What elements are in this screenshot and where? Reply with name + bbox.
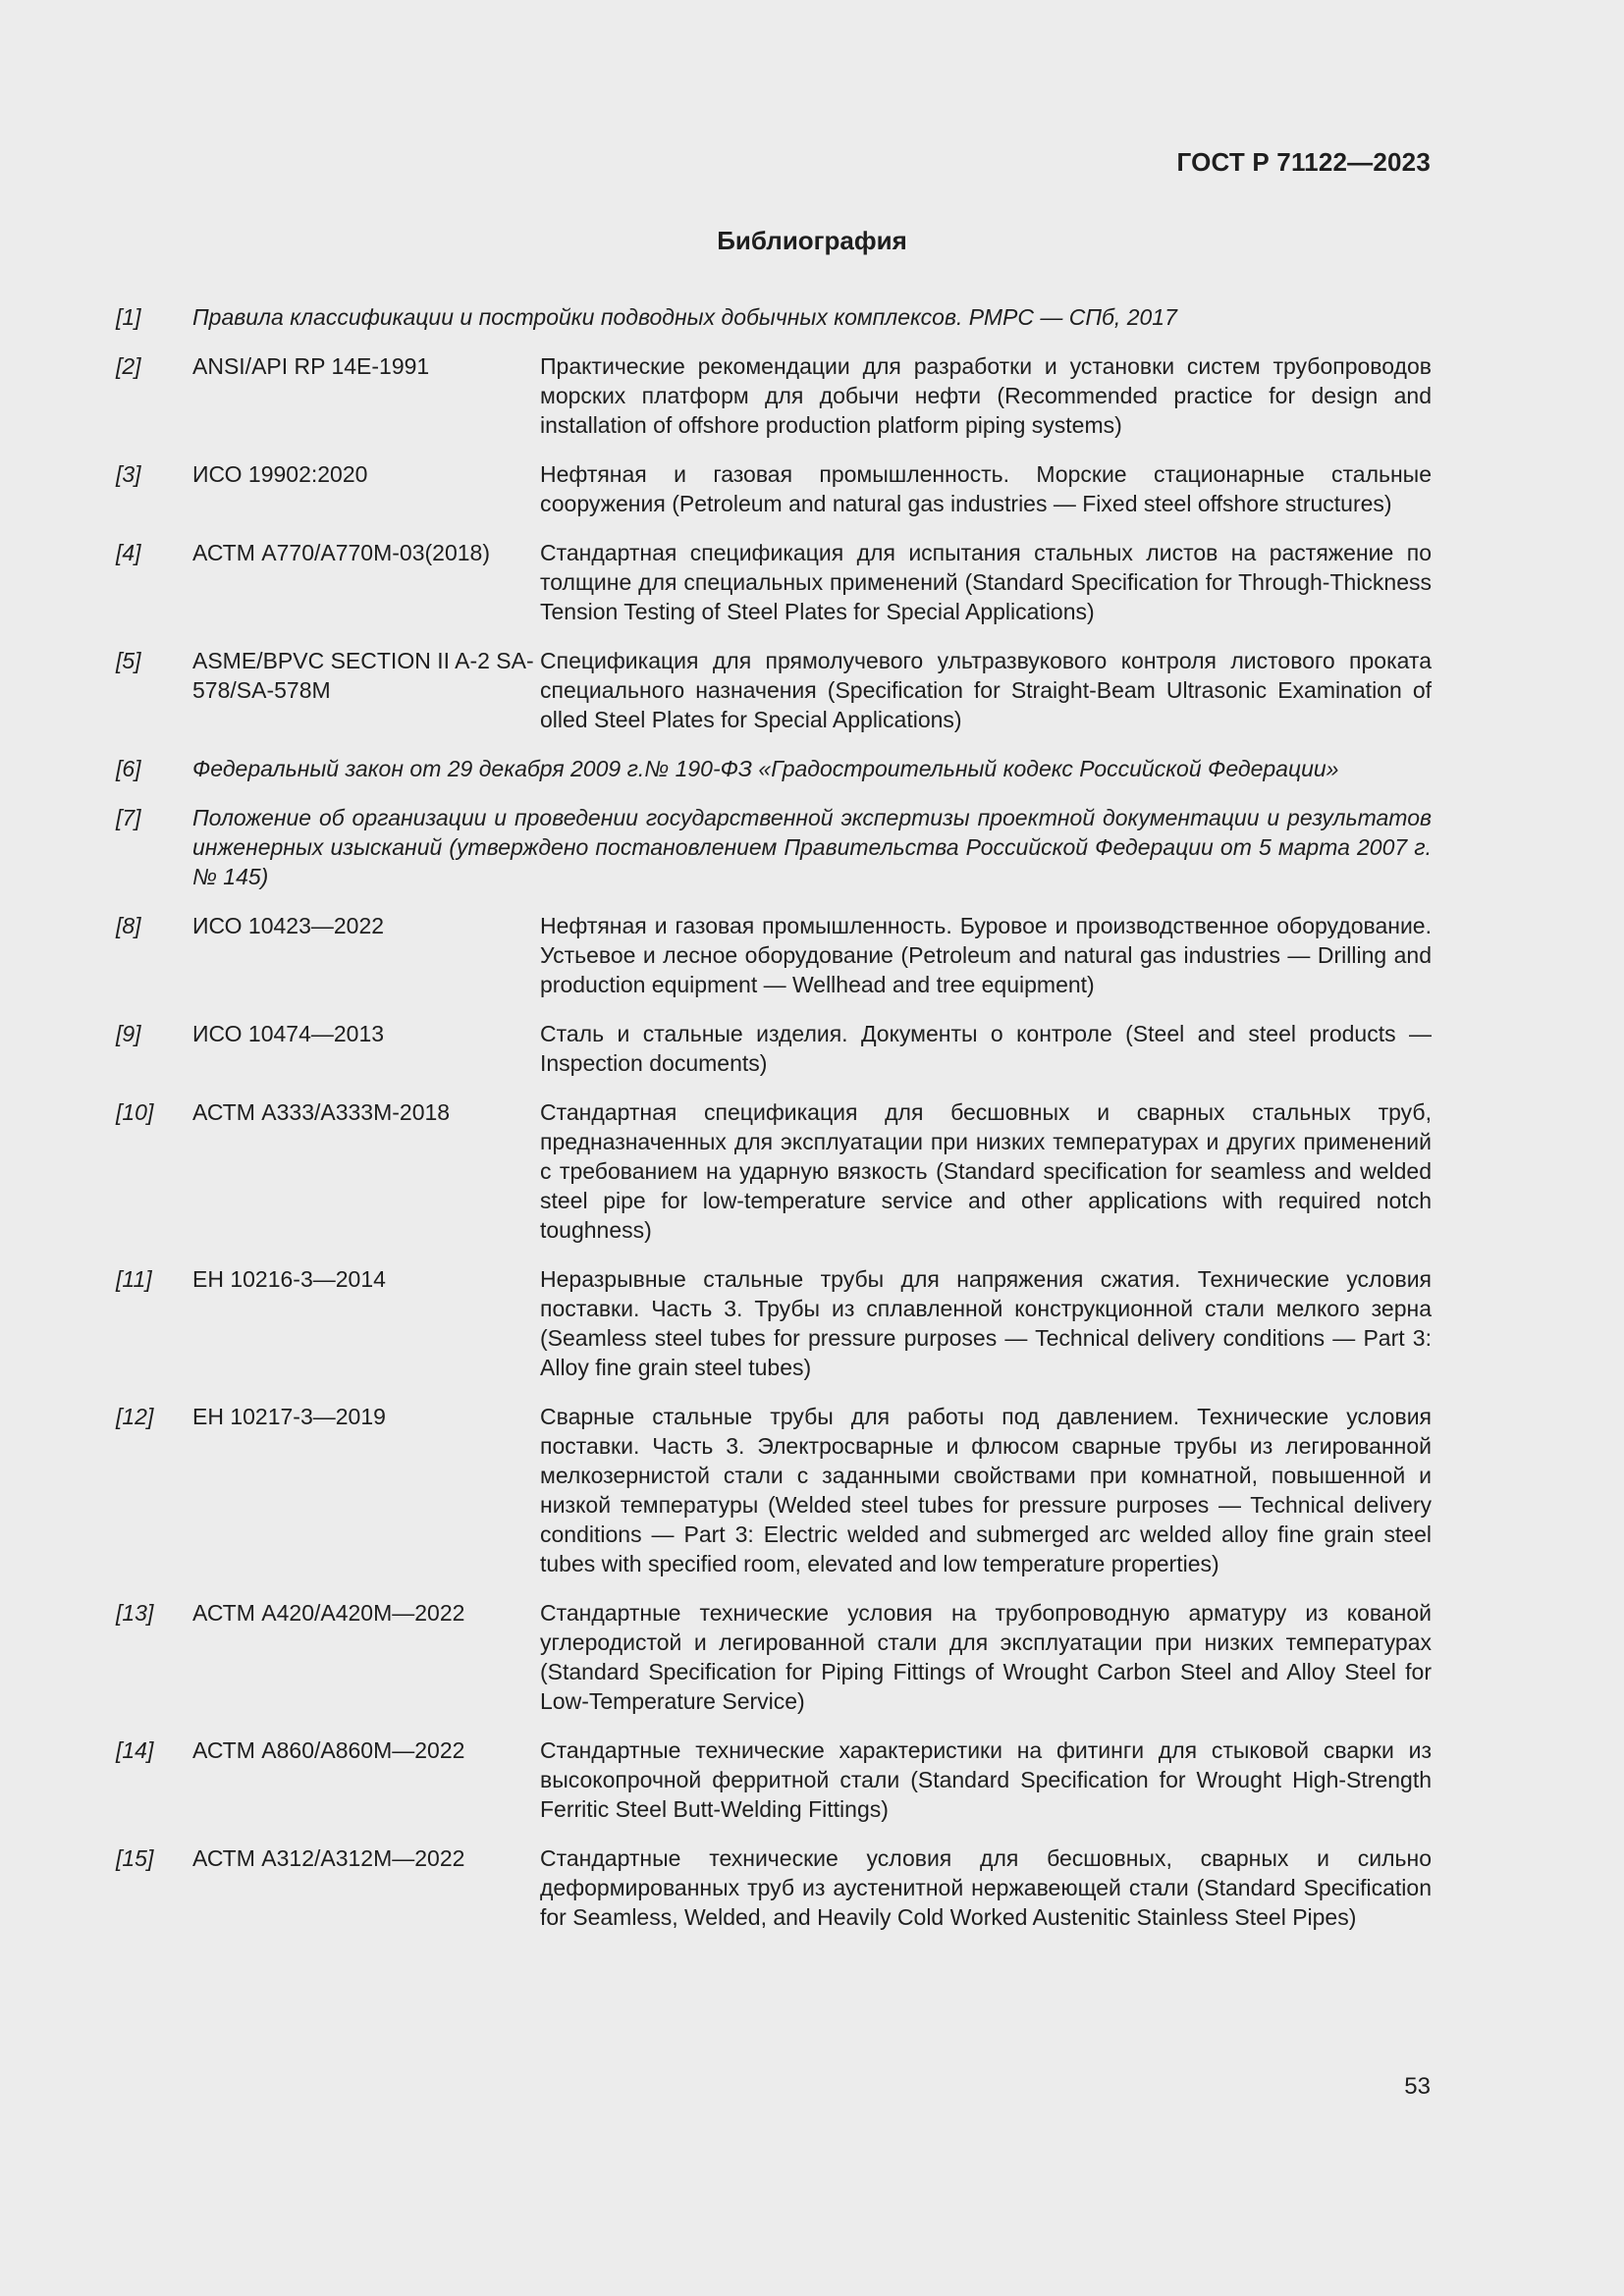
bibliography-entry [116, 302, 1432, 332]
entry-text: Федеральный закон от 29 декабря 2009 г.№ 190-ФЗ «Градостроительный кодекс Российской Федерации» [192, 756, 1339, 781]
bibliography-entry [116, 1402, 1432, 1578]
bibliography-list [116, 302, 1432, 1951]
entry-text: Положение об организации и проведении государственной экспертизы проектной документации и результатов инженерных изысканий (утверждено постановлением Правительства Российской Федерации от 5 марта 2007 г. № 145) [192, 805, 1432, 889]
entry-description: Сварные стальные трубы для работы под давлением. Технические условия поставки. Часть 3. Электросварные и флюсом сварные трубы из легированной мелкозернистой стали с заданными свойствами при комнатной, повышенной и низкой температуры (Welded steel tubes for pressure purposes — Technical delivery conditions — Part 3: Electric welded and submerged arc welded alloy fine grain steel tubes with specified room, elevated and low temperature properties) [540, 1404, 1432, 1576]
entry-code: ANSI/API RP 14E-1991 [192, 353, 430, 379]
entry-code: АСТМ А860/А860М—2022 [192, 1737, 465, 1763]
bibliography-entry [116, 911, 1432, 999]
entry-number: [4] [116, 540, 141, 565]
entry-number: [12] [116, 1404, 154, 1429]
entry-code: ЕН 10216-3—2014 [192, 1266, 386, 1292]
entry-code: ЕН 10217-3—2019 [192, 1404, 386, 1429]
bibliography-entry [116, 1598, 1432, 1716]
entry-description: Нефтяная и газовая промышленность. Буровое и производственное оборудование. Устьевое и лесное оборудование (Petroleum and natural gas industries — Drilling and production equipment — Wellhead and tree equipment) [540, 913, 1432, 997]
bibliography-entry [116, 1264, 1432, 1382]
entry-description: Стандартная спецификация для испытания стальных листов на растяжение по толщине для специальных применений (Standard Specification for Through-Thickness Tension Testing of Steel Plates for Special Applications) [540, 540, 1432, 624]
bibliography-entry [116, 803, 1432, 891]
page-number: 53 [1404, 2073, 1431, 2100]
entry-text: Правила классификации и постройки подводных добычных комплексов. РМРС — СПб, 2017 [192, 304, 1177, 330]
entry-number: [2] [116, 353, 141, 379]
entry-code: АСТМ А333/А333М-2018 [192, 1099, 451, 1125]
entry-number: [13] [116, 1600, 154, 1626]
entry-code: АСТМ А312/А312М—2022 [192, 1845, 465, 1871]
entry-number: [15] [116, 1845, 154, 1871]
entry-description: Практические рекомендации для разработки и установки систем трубопроводов морских платформ для добычи нефти (Recommended practice for design and installation of offshore production platform piping systems) [540, 353, 1432, 438]
entry-number: [8] [116, 913, 141, 938]
entry-description: Неразрывные стальные трубы для напряжения сжатия. Технические условия поставки. Часть 3. Трубы из сплавленной конструкционной стали мелкого зерна (Seamless steel tubes for pressure purposes — Technical delivery conditions — Part 3: Alloy fine grain steel tubes) [540, 1266, 1432, 1380]
bibliography-entry [116, 1019, 1432, 1078]
bibliography-entry [116, 1843, 1432, 1932]
entry-number: [5] [116, 648, 141, 673]
entry-number: [1] [116, 304, 141, 330]
entry-description: Сталь и стальные изделия. Документы о контроле (Steel and steel products — Inspection documents) [540, 1021, 1432, 1076]
entry-code: ИСО 10423—2022 [192, 913, 385, 938]
bibliography-entry [116, 1097, 1432, 1245]
entry-code: ИСО 19902:2020 [192, 461, 368, 487]
entry-number: [6] [116, 756, 141, 781]
bibliography-entry [116, 1735, 1432, 1824]
entry-description: Стандартные технические условия для бесшовных, сварных и сильно деформированных труб из аустенитной нержавеющей стали (Standard Specification for Seamless, Welded, and Heavily Cold Worked Austenitic Stainless Steel Pipes) [540, 1845, 1432, 1930]
entry-code: АСТМ А770/А770М-03(2018) [192, 540, 490, 565]
entry-description: Нефтяная и газовая промышленность. Морские стационарные стальные сооружения (Petroleum and natural gas industries — Fixed steel offshore structures) [540, 461, 1432, 516]
entry-description: Стандартные технические условия на трубопроводную арматуру из кованой углеродистой и легированной стали для эксплуатации при низких температурах (Standard Specification for Piping Fittings of Wrought Carbon Steel and Alloy Steel for Low-Temperature Service) [540, 1600, 1432, 1714]
bibliography-entry [116, 538, 1432, 626]
entry-description: Спецификация для прямолучевого ультразвукового контроля листового проката специального назначения (Specification for Straight-Beam Ultrasonic Examination of olled Steel Plates for Special Applications) [540, 648, 1432, 732]
bibliography-entry [116, 754, 1432, 783]
page-title: Библиография [717, 226, 907, 255]
entry-description: Стандартные технические характеристики на фитинги для стыковой сварки из высокопрочной ферритной стали (Standard Specification for Wrought High-Strength Ferritic Steel Butt-Welding Fittings) [540, 1737, 1432, 1822]
entry-number: [14] [116, 1737, 154, 1763]
entry-code: ASME/BPVC SECTION II A-2 SA-578/SA-578M [192, 648, 534, 703]
entry-description: Стандартная спецификация для бесшовных и сварных стальных труб, предназначенных для эксплуатации при низких температурах и других применений с требованием на ударную вязкость (Standard specification for seamless and welded steel pipe for low-temperature service and other applications with required notch toughness) [540, 1099, 1432, 1243]
entry-number: [9] [116, 1021, 141, 1046]
entry-code: АСТМ А420/А420М—2022 [192, 1600, 465, 1626]
document-code: ГОСТ Р 71122—2023 [1176, 147, 1431, 177]
entry-number: [7] [116, 805, 141, 830]
entry-number: [11] [116, 1266, 152, 1292]
entry-number: [3] [116, 461, 141, 487]
bibliography-entry [116, 646, 1432, 734]
entry-code: ИСО 10474—2013 [192, 1021, 385, 1046]
bibliography-entry [116, 459, 1432, 518]
entry-number: [10] [116, 1099, 154, 1125]
bibliography-entry [116, 351, 1432, 440]
